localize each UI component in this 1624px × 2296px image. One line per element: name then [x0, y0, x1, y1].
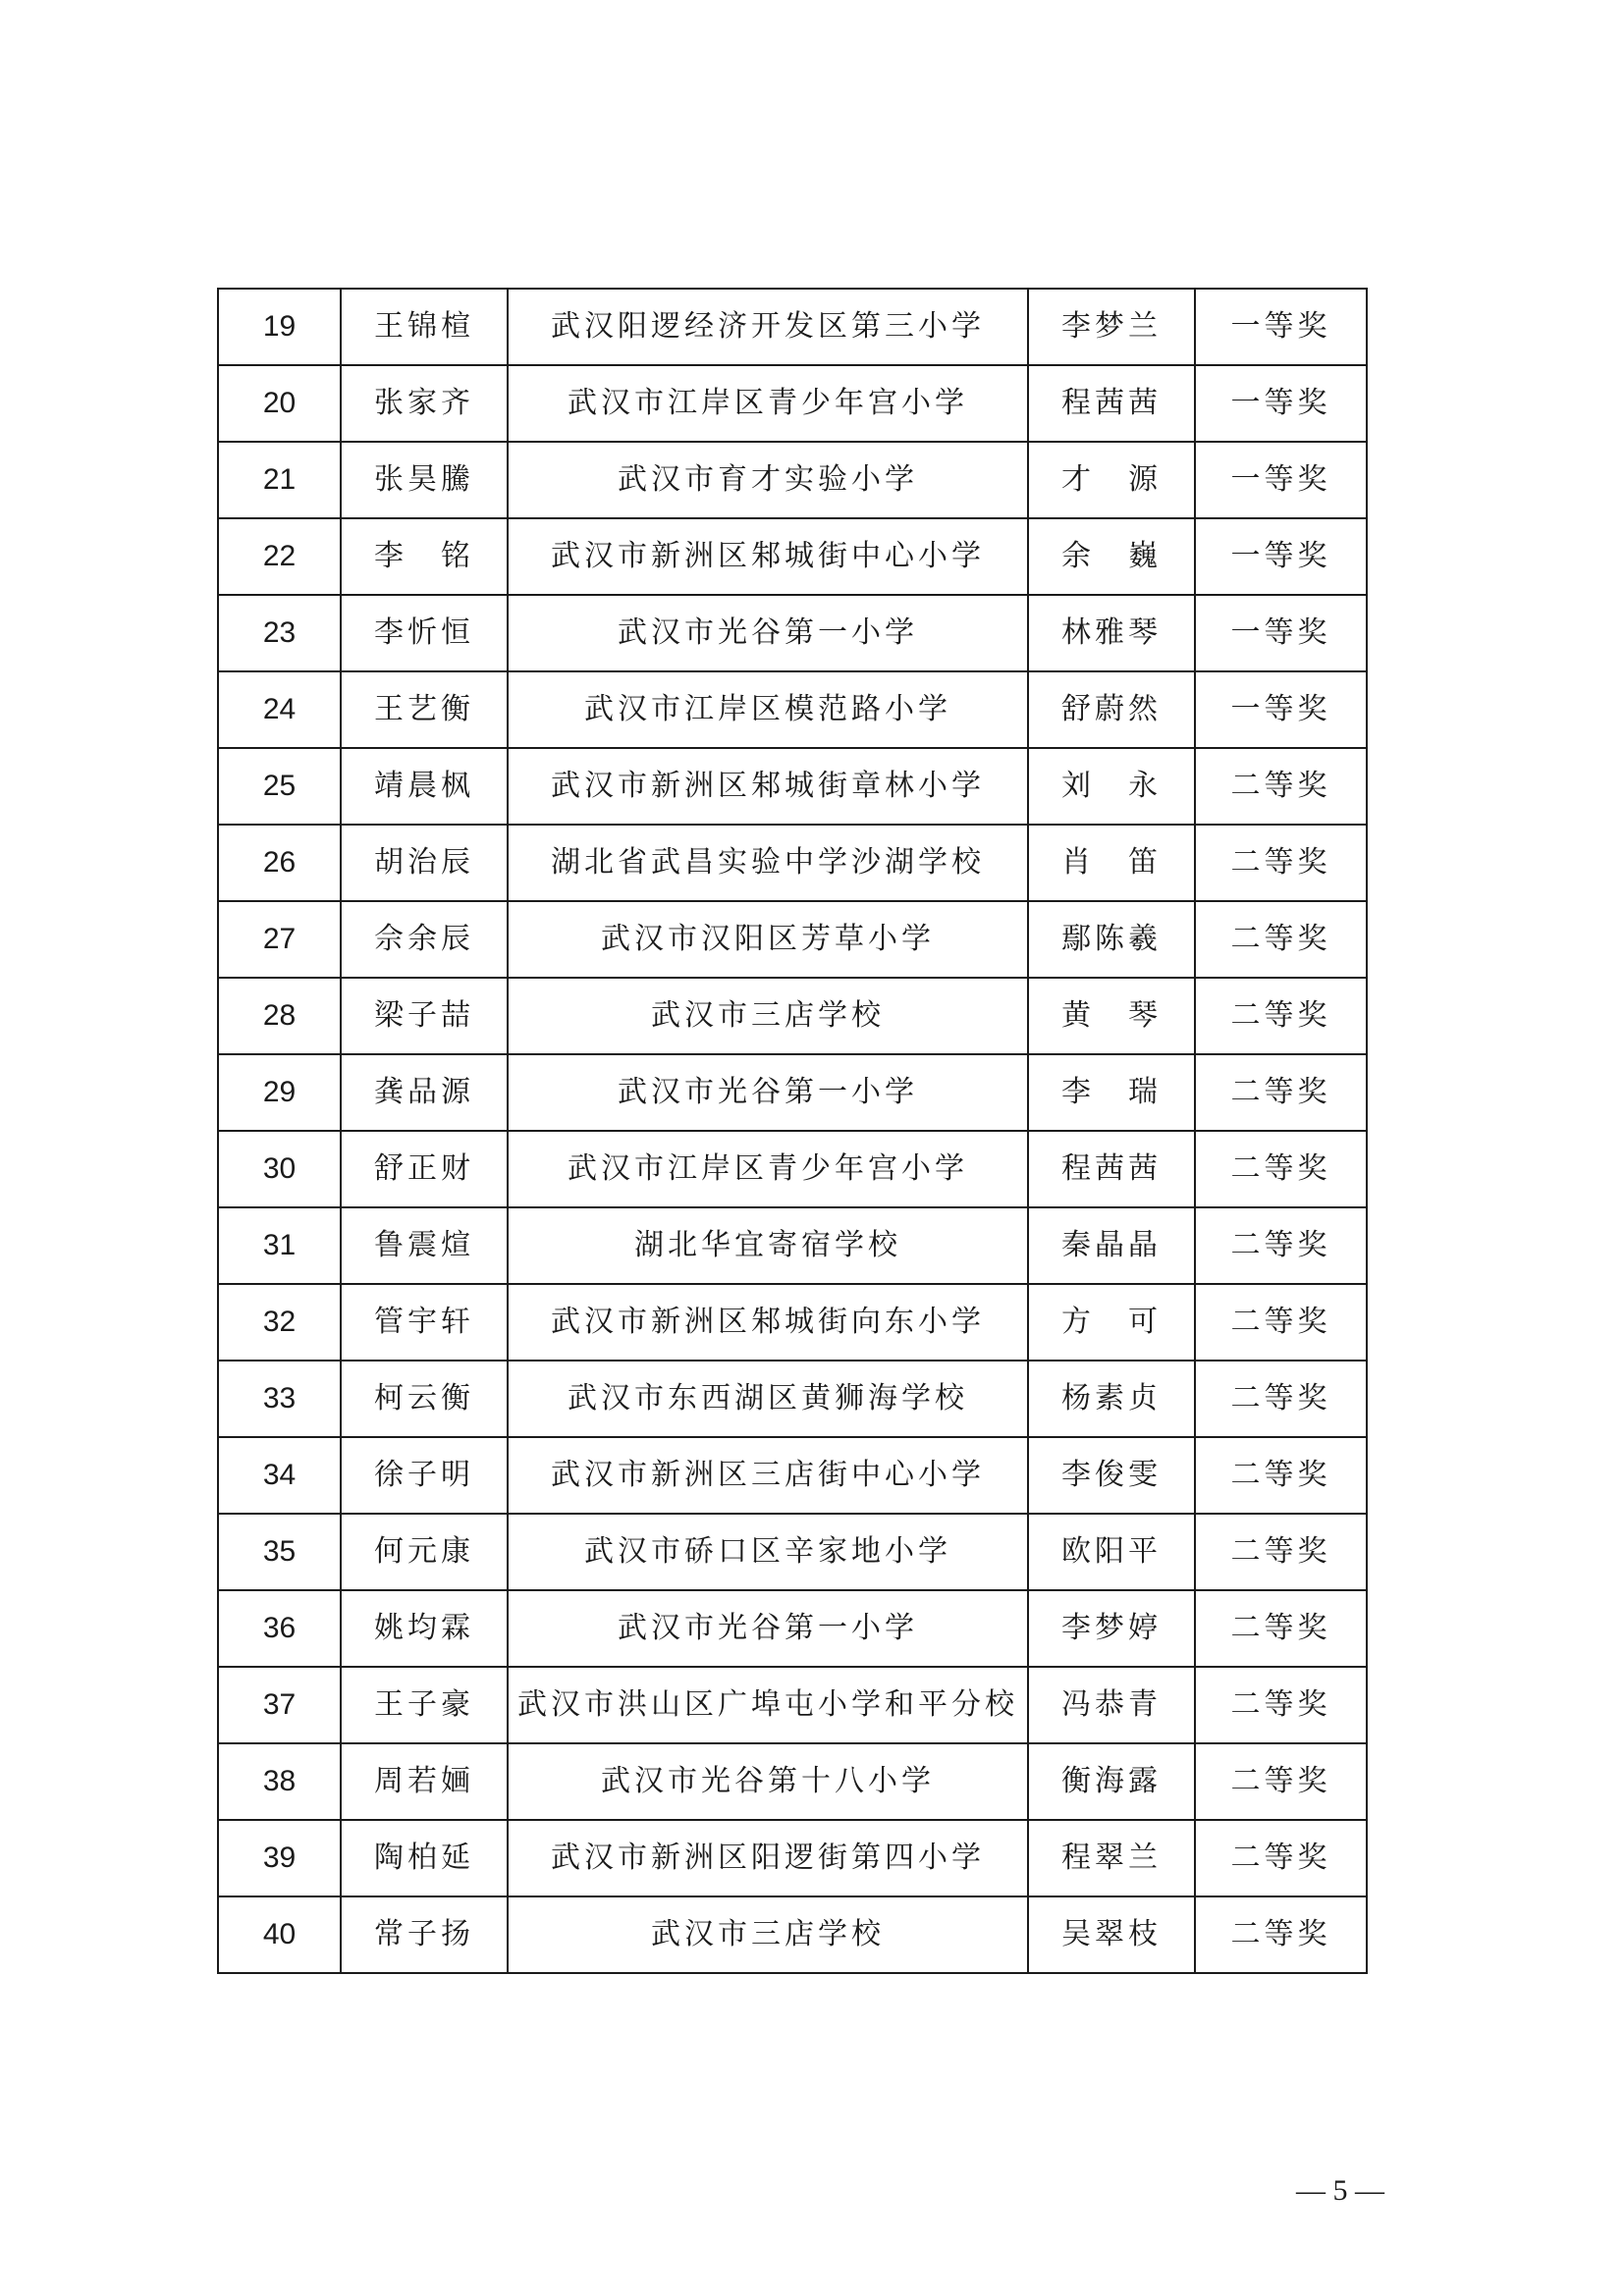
teacher-cell: 肖 笛 [1028, 825, 1195, 901]
row-number-cell: 21 [218, 442, 341, 518]
teacher-cell: 李梦兰 [1028, 289, 1195, 365]
table-row [218, 748, 1367, 825]
student-name-cell: 靖晨枫 [341, 748, 508, 825]
teacher-cell: 李 瑞 [1028, 1054, 1195, 1131]
teacher-cell: 程茜茜 [1028, 1131, 1195, 1207]
table-row [218, 595, 1367, 671]
award-cell: 二等奖 [1195, 1284, 1367, 1361]
school-cell: 武汉市江岸区青少年宫小学 [508, 1131, 1028, 1207]
table-row [218, 1743, 1367, 1820]
award-cell: 二等奖 [1195, 1820, 1367, 1896]
teacher-cell: 衡海露 [1028, 1743, 1195, 1820]
table-row [218, 1667, 1367, 1743]
teacher-cell: 程翠兰 [1028, 1820, 1195, 1896]
school-cell: 武汉市三店学校 [508, 978, 1028, 1054]
award-cell: 一等奖 [1195, 518, 1367, 595]
table-row [218, 289, 1367, 365]
row-number-cell: 19 [218, 289, 341, 365]
table-row [218, 1437, 1367, 1514]
table-row [218, 978, 1367, 1054]
table-row [218, 1820, 1367, 1896]
table-row [218, 365, 1367, 442]
table-row [218, 1361, 1367, 1437]
table-row [218, 1590, 1367, 1667]
table-row [218, 1207, 1367, 1284]
teacher-cell: 黄 琴 [1028, 978, 1195, 1054]
row-number-cell: 39 [218, 1820, 341, 1896]
row-number-cell: 20 [218, 365, 341, 442]
student-name-cell: 舒正财 [341, 1131, 508, 1207]
school-cell: 武汉市东西湖区黄狮海学校 [508, 1361, 1028, 1437]
row-number-cell: 24 [218, 671, 341, 748]
school-cell: 武汉市光谷第十八小学 [508, 1743, 1028, 1820]
award-cell: 二等奖 [1195, 1590, 1367, 1667]
student-name-cell: 王子豪 [341, 1667, 508, 1743]
teacher-cell: 冯恭青 [1028, 1667, 1195, 1743]
award-table-body [218, 289, 1367, 1973]
student-name-cell: 张家齐 [341, 365, 508, 442]
teacher-cell: 李俊雯 [1028, 1437, 1195, 1514]
award-cell: 一等奖 [1195, 671, 1367, 748]
student-name-cell: 管宇轩 [341, 1284, 508, 1361]
school-cell: 武汉市新洲区阳逻街第四小学 [508, 1820, 1028, 1896]
award-cell: 二等奖 [1195, 1361, 1367, 1437]
school-cell: 武汉市洪山区广埠屯小学和平分校 [508, 1667, 1028, 1743]
row-number-cell: 31 [218, 1207, 341, 1284]
student-name-cell: 鲁震煊 [341, 1207, 508, 1284]
table-row [218, 442, 1367, 518]
student-name-cell: 姚均霖 [341, 1590, 508, 1667]
student-name-cell: 周若婳 [341, 1743, 508, 1820]
award-cell: 二等奖 [1195, 978, 1367, 1054]
award-cell: 二等奖 [1195, 1514, 1367, 1590]
student-name-cell: 张昊騰 [341, 442, 508, 518]
award-cell: 一等奖 [1195, 289, 1367, 365]
award-cell: 二等奖 [1195, 825, 1367, 901]
row-number-cell: 34 [218, 1437, 341, 1514]
row-number-cell: 35 [218, 1514, 341, 1590]
teacher-cell: 刘 永 [1028, 748, 1195, 825]
school-cell: 武汉市光谷第一小学 [508, 1590, 1028, 1667]
student-name-cell: 陶柏延 [341, 1820, 508, 1896]
award-cell: 一等奖 [1195, 365, 1367, 442]
table-row [218, 825, 1367, 901]
student-name-cell: 王艺衡 [341, 671, 508, 748]
school-cell: 武汉市新洲区邾城街向东小学 [508, 1284, 1028, 1361]
table-row [218, 1054, 1367, 1131]
school-cell: 武汉市新洲区邾城街中心小学 [508, 518, 1028, 595]
teacher-cell: 秦晶晶 [1028, 1207, 1195, 1284]
row-number-cell: 30 [218, 1131, 341, 1207]
teacher-cell: 才 源 [1028, 442, 1195, 518]
award-cell: 二等奖 [1195, 1131, 1367, 1207]
student-name-cell: 李 铭 [341, 518, 508, 595]
teacher-cell: 吴翠枝 [1028, 1896, 1195, 1973]
table-row [218, 671, 1367, 748]
award-cell: 二等奖 [1195, 901, 1367, 978]
row-number-cell: 22 [218, 518, 341, 595]
student-name-cell: 胡治辰 [341, 825, 508, 901]
row-number-cell: 23 [218, 595, 341, 671]
student-name-cell: 常子扬 [341, 1896, 508, 1973]
student-name-cell: 徐子明 [341, 1437, 508, 1514]
teacher-cell: 方 可 [1028, 1284, 1195, 1361]
award-cell: 二等奖 [1195, 1896, 1367, 1973]
row-number-cell: 32 [218, 1284, 341, 1361]
row-number-cell: 29 [218, 1054, 341, 1131]
school-cell: 武汉阳逻经济开发区第三小学 [508, 289, 1028, 365]
award-cell: 二等奖 [1195, 748, 1367, 825]
teacher-cell: 余 巍 [1028, 518, 1195, 595]
row-number-cell: 33 [218, 1361, 341, 1437]
award-cell: 一等奖 [1195, 595, 1367, 671]
award-cell: 二等奖 [1195, 1743, 1367, 1820]
award-cell: 二等奖 [1195, 1207, 1367, 1284]
row-number-cell: 28 [218, 978, 341, 1054]
page-number: — 5 — [1296, 2174, 1384, 2207]
teacher-cell: 杨素贞 [1028, 1361, 1195, 1437]
student-name-cell: 柯云衡 [341, 1361, 508, 1437]
row-number-cell: 36 [218, 1590, 341, 1667]
award-cell: 一等奖 [1195, 442, 1367, 518]
school-cell: 武汉市江岸区青少年宫小学 [508, 365, 1028, 442]
table-row [218, 901, 1367, 978]
school-cell: 武汉市新洲区邾城街章林小学 [508, 748, 1028, 825]
school-cell: 武汉市光谷第一小学 [508, 595, 1028, 671]
school-cell: 武汉市硚口区辛家地小学 [508, 1514, 1028, 1590]
school-cell: 武汉市江岸区模范路小学 [508, 671, 1028, 748]
row-number-cell: 26 [218, 825, 341, 901]
table-row [218, 1284, 1367, 1361]
teacher-cell: 鄢陈羲 [1028, 901, 1195, 978]
school-cell: 湖北华宜寄宿学校 [508, 1207, 1028, 1284]
school-cell: 武汉市新洲区三店街中心小学 [508, 1437, 1028, 1514]
school-cell: 武汉市三店学校 [508, 1896, 1028, 1973]
table-row [218, 1131, 1367, 1207]
row-number-cell: 40 [218, 1896, 341, 1973]
table-row [218, 1514, 1367, 1590]
award-table [217, 288, 1368, 1974]
student-name-cell: 王锦楦 [341, 289, 508, 365]
school-cell: 武汉市汉阳区芳草小学 [508, 901, 1028, 978]
award-cell: 二等奖 [1195, 1667, 1367, 1743]
teacher-cell: 李梦婷 [1028, 1590, 1195, 1667]
student-name-cell: 龚品源 [341, 1054, 508, 1131]
student-name-cell: 佘余辰 [341, 901, 508, 978]
school-cell: 湖北省武昌实验中学沙湖学校 [508, 825, 1028, 901]
table-row [218, 518, 1367, 595]
teacher-cell: 林雅琴 [1028, 595, 1195, 671]
award-cell: 二等奖 [1195, 1054, 1367, 1131]
teacher-cell: 欧阳平 [1028, 1514, 1195, 1590]
row-number-cell: 38 [218, 1743, 341, 1820]
teacher-cell: 舒蔚然 [1028, 671, 1195, 748]
award-cell: 二等奖 [1195, 1437, 1367, 1514]
teacher-cell: 程茜茜 [1028, 365, 1195, 442]
row-number-cell: 25 [218, 748, 341, 825]
row-number-cell: 27 [218, 901, 341, 978]
student-name-cell: 何元康 [341, 1514, 508, 1590]
school-cell: 武汉市育才实验小学 [508, 442, 1028, 518]
student-name-cell: 李忻恒 [341, 595, 508, 671]
school-cell: 武汉市光谷第一小学 [508, 1054, 1028, 1131]
row-number-cell: 37 [218, 1667, 341, 1743]
student-name-cell: 梁子喆 [341, 978, 508, 1054]
table-row [218, 1896, 1367, 1973]
